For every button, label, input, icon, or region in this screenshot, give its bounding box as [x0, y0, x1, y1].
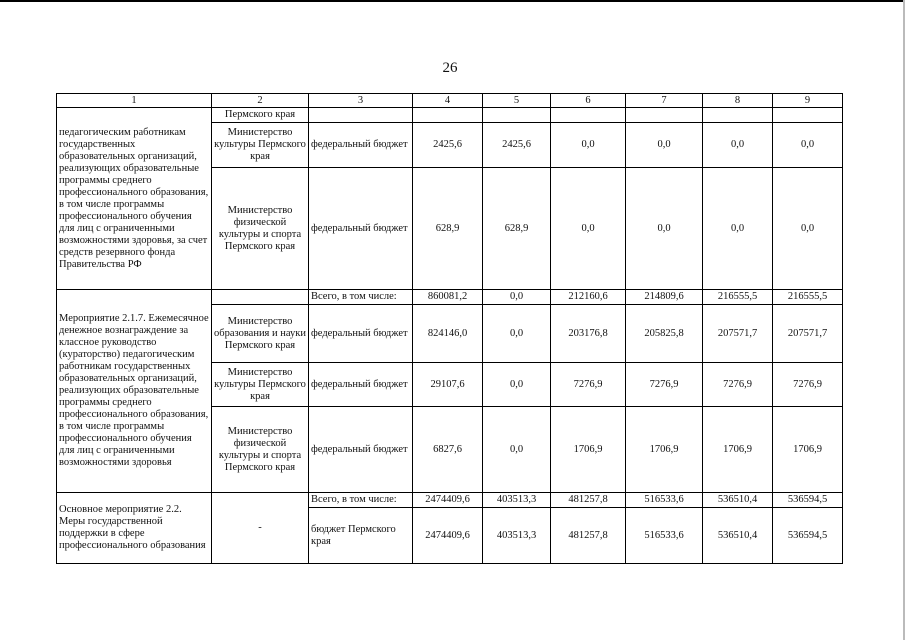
value-cell: 0,0 — [483, 407, 551, 493]
value-cell — [703, 108, 773, 123]
value-cell: 536594,5 — [773, 508, 843, 564]
value-cell: 516533,6 — [626, 508, 703, 564]
value-cell: 824146,0 — [413, 305, 483, 363]
funding-source-cell: федеральный бюджет — [309, 168, 413, 290]
funding-source-cell: бюджет Пермского края — [309, 508, 413, 564]
value-cell: 536510,4 — [703, 508, 773, 564]
activity-description: педагогическим работникам государственных образовательных организаций, реализующих образовательные программы среднего профессионального образования, в том числе программы профессионального обучения для лиц с ограниченными возможностями здоровья, за счет средств резервного фонда Правительства РФ — [57, 108, 212, 290]
value-cell: 0,0 — [483, 305, 551, 363]
value-cell: 628,9 — [483, 168, 551, 290]
value-cell: 207571,7 — [773, 305, 843, 363]
executor-cell: Министерство образования и науки Пермского края — [212, 305, 309, 363]
value-cell: 2474409,6 — [413, 493, 483, 508]
header-cell: 9 — [773, 94, 843, 108]
value-cell: 29107,6 — [413, 363, 483, 407]
value-cell — [551, 108, 626, 123]
value-cell: 7276,9 — [773, 363, 843, 407]
executor-cell: Министерство физической культуры и спорта Пермского края — [212, 168, 309, 290]
value-cell: 481257,8 — [551, 508, 626, 564]
funding-source-cell: федеральный бюджет — [309, 123, 413, 168]
table-row — [57, 493, 843, 508]
value-cell: 7276,9 — [551, 363, 626, 407]
value-cell: 0,0 — [551, 168, 626, 290]
value-cell: 216555,5 — [773, 290, 843, 305]
header-cell: 8 — [703, 94, 773, 108]
value-cell: 0,0 — [483, 363, 551, 407]
budget-table — [56, 93, 843, 564]
value-cell: 1706,9 — [626, 407, 703, 493]
value-cell: 1706,9 — [703, 407, 773, 493]
executor-cell — [212, 290, 309, 305]
value-cell: 2425,6 — [413, 123, 483, 168]
header-row — [57, 94, 843, 108]
executor-cell: Пермского края — [212, 108, 309, 123]
header-cell: 3 — [309, 94, 413, 108]
value-cell — [483, 108, 551, 123]
table-row — [57, 108, 843, 123]
value-cell: 2474409,6 — [413, 508, 483, 564]
header-cell: 7 — [626, 94, 703, 108]
value-cell: 0,0 — [703, 168, 773, 290]
value-cell: 0,0 — [483, 290, 551, 305]
value-cell: 1706,9 — [551, 407, 626, 493]
executor-cell: Министерство физической культуры и спорта Пермского края — [212, 407, 309, 493]
header-cell: 1 — [57, 94, 212, 108]
value-cell: 214809,6 — [626, 290, 703, 305]
value-cell: 203176,8 — [551, 305, 626, 363]
value-cell: 6827,6 — [413, 407, 483, 493]
value-cell: 7276,9 — [626, 363, 703, 407]
value-cell: 2425,6 — [483, 123, 551, 168]
value-cell: 536594,5 — [773, 493, 843, 508]
funding-source-cell: федеральный бюджет — [309, 363, 413, 407]
value-cell: 0,0 — [703, 123, 773, 168]
value-cell: 7276,9 — [703, 363, 773, 407]
value-cell: 516533,6 — [626, 493, 703, 508]
executor-cell: Министерство культуры Пермского края — [212, 363, 309, 407]
value-cell: 628,9 — [413, 168, 483, 290]
table-row — [57, 290, 843, 305]
activity-description: Основное мероприятие 2.2. Меры государственной поддержки в сфере профессионального образования — [57, 493, 212, 564]
value-cell: 403513,3 — [483, 508, 551, 564]
funding-source-cell: Всего, в том числе: — [309, 493, 413, 508]
executor-cell: - — [212, 493, 309, 564]
value-cell: 403513,3 — [483, 493, 551, 508]
funding-source-cell: федеральный бюджет — [309, 407, 413, 493]
header-cell: 6 — [551, 94, 626, 108]
funding-source-cell: Всего, в том числе: — [309, 290, 413, 305]
page-number: 26 — [442, 60, 458, 76]
header-cell: 2 — [212, 94, 309, 108]
value-cell: 0,0 — [626, 168, 703, 290]
value-cell — [413, 108, 483, 123]
value-cell — [773, 108, 843, 123]
activity-description: Мероприятие 2.1.7. Ежемесячное денежное вознаграждение за классное руководство (кураторство) педагогическим работникам государственных образовательных организаций, реализующих образовательные программы среднего профессионального образования, в том числе программы профессионального обучения для лиц с ограниченными возможностями здоровья — [57, 290, 212, 493]
value-cell: 0,0 — [551, 123, 626, 168]
value-cell: 536510,4 — [703, 493, 773, 508]
executor-cell: Министерство культуры Пермского края — [212, 123, 309, 168]
header-cell: 4 — [413, 94, 483, 108]
header-cell: 5 — [483, 94, 551, 108]
value-cell: 0,0 — [773, 123, 843, 168]
value-cell: 205825,8 — [626, 305, 703, 363]
value-cell: 216555,5 — [703, 290, 773, 305]
value-cell: 0,0 — [773, 168, 843, 290]
value-cell: 207571,7 — [703, 305, 773, 363]
value-cell: 1706,9 — [773, 407, 843, 493]
value-cell: 860081,2 — [413, 290, 483, 305]
value-cell: 481257,8 — [551, 493, 626, 508]
funding-source-cell: федеральный бюджет — [309, 305, 413, 363]
scan-top-edge — [0, 0, 905, 2]
value-cell — [626, 108, 703, 123]
funding-source-cell — [309, 108, 413, 123]
value-cell: 0,0 — [626, 123, 703, 168]
value-cell: 212160,6 — [551, 290, 626, 305]
